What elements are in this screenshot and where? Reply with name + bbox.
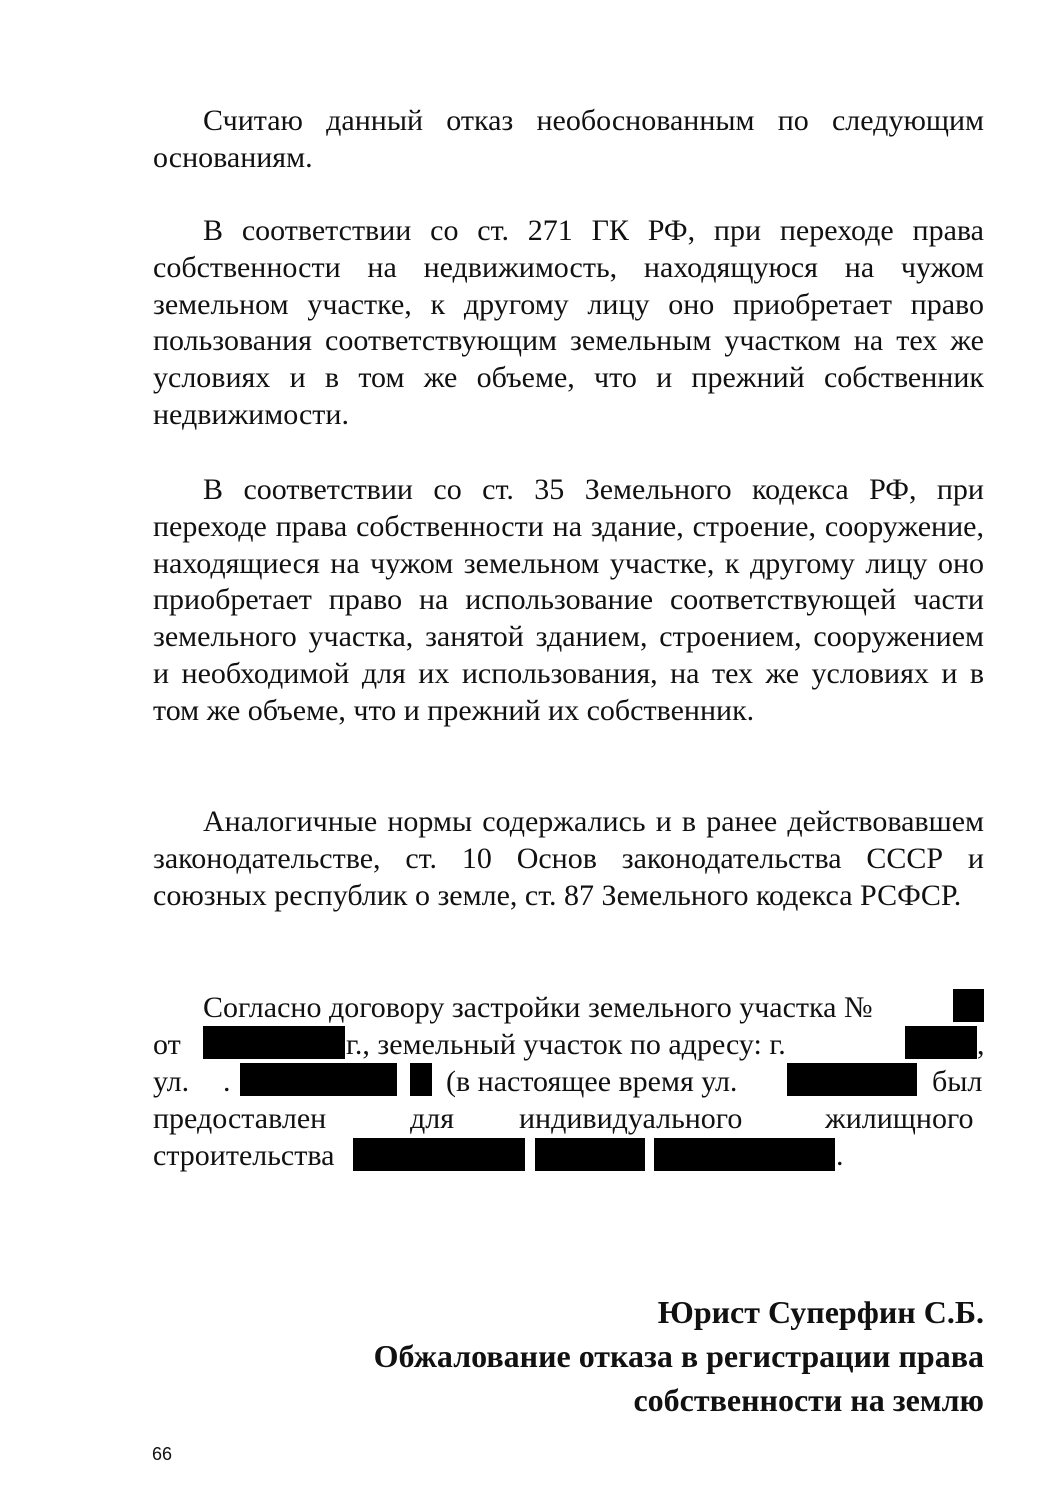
redaction-block [410, 1063, 432, 1096]
redaction-block [953, 989, 984, 1022]
redaction-block [654, 1138, 835, 1171]
redaction-block [787, 1063, 917, 1096]
paragraph-2: В соответствии со ст. 271 ГК РФ, при переходе права собственности на недвижимость, находящуюся на чужом земельном участке, к другому лицу оно приобретает право пользования соответствующим земельным участком на тех же условиях и в том же объеме, что и прежний собственник недвижимости. [153, 214, 984, 431]
construction-text: строительства [153, 1139, 335, 1172]
book-title-line-1: Обжалование отказа в регистрации права [373, 1338, 984, 1374]
redaction-block [203, 1026, 345, 1059]
redacted-line-1 [153, 989, 984, 1026]
redacted-line-5 [153, 1137, 984, 1174]
word: для [410, 1102, 455, 1135]
comma: , [977, 1028, 985, 1061]
period: . [836, 1139, 844, 1172]
current-street-text: (в настоящее время ул. [446, 1065, 738, 1098]
author-name: Юрист Суперфин С.Б. [657, 1294, 984, 1330]
paragraph-4: Аналогичные нормы содержались и в ранее действовавшем законодательстве, ст. 10 Основ законодательства СССР и союзных республик о земле, ст. 87 Земельного кодекса РСФСР. [153, 805, 984, 912]
redacted-line-3 [153, 1063, 984, 1100]
address-text: г., земельный участок по адресу: г. [346, 1028, 786, 1061]
paragraph-1: Считаю данный отказ необоснованным по следующим основаниям. [153, 104, 984, 174]
redaction-block [240, 1063, 397, 1096]
paragraph-3: В соответствии со ст. 35 Земельного кодекса РФ, при переходе права собственности на здание, строение, сооружение, находящиеся на чужом земельном участке, к другому лицу оно приобретает право на использование соответствующей части земельного участка, занятой зданием, строением, сооружением и необходимой для их использования, на тех же условиях и в том же объеме, что и прежний их собственник. [153, 473, 984, 727]
redacted-line-2 [153, 1026, 984, 1063]
page-number: 66 [152, 1444, 173, 1464]
word: предоставлен [153, 1102, 327, 1135]
redacted-line-4 [153, 1100, 984, 1137]
was-text: был [932, 1065, 983, 1098]
redaction-block [353, 1138, 525, 1171]
from-label: от [153, 1028, 181, 1061]
street-label: ул. [153, 1065, 190, 1098]
dot: . [223, 1065, 231, 1098]
word: жилищного [825, 1102, 974, 1135]
redaction-block [905, 1026, 977, 1059]
contract-text: Согласно договору застройки земельного участка № [203, 991, 873, 1024]
word: индивидуального [519, 1102, 743, 1135]
redaction-block [535, 1138, 645, 1171]
book-title-line-2: собственности на землю [633, 1382, 984, 1418]
